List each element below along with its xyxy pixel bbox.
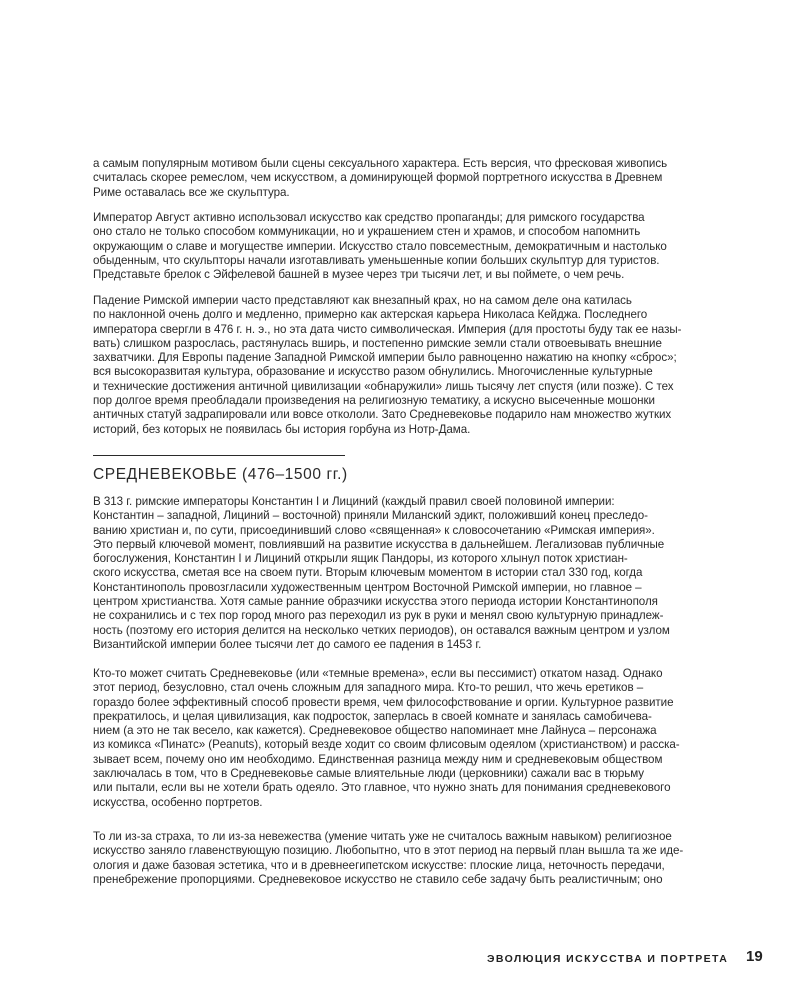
- text-line: античных статуй задрапировали или вовсе откололи. Зато Средневековье подарило нам множество жутких: [93, 408, 672, 422]
- text-line: Это первый ключевой момент, повлиявший на развитие искусства в дальнейшем. Легализовав публичные: [93, 537, 665, 551]
- text-line: вать) слишком разрослась, растянулась вширь, и постепенно римские земли стали отвоевывать внешние: [93, 336, 662, 350]
- text-line: окружающим о славе и могуществе империи. Искусство стало повсеместным, демократичным и настолько: [93, 239, 667, 253]
- text-line: В 313 г. римские императоры Константин I и Лициний (каждый правил своей половиной империи:: [93, 495, 615, 508]
- text-line: Кто-то может считать Средневековье (или «темные времена», если вы пессимист) откатом назад. Однако: [93, 667, 663, 680]
- text-line: То ли из-за страха, то ли из-за невежества (умение читать уже не считалось важным навыком) религиозное: [93, 830, 672, 843]
- paragraph-milan-edict: [93, 495, 703, 652]
- section-divider: [93, 455, 345, 456]
- running-footer-title: ЭВОЛЮЦИЯ ИСКУССТВА И ПОРТРЕТА: [487, 953, 729, 965]
- text-line: заключалась в том, что в Средневековье самые влиятельные люди (церковники) сажали вас в тюрьму: [93, 767, 645, 781]
- text-line: Риме оставалась все же скульптура.: [93, 185, 290, 199]
- section-heading: СРЕДНЕВЕКОВЬЕ (476–1500 гг.): [93, 466, 348, 483]
- text-line: не сохранились и с тех пор город много раз переходил из рук в руки и менял свою культурную принадлеж-: [93, 609, 664, 623]
- paragraph-dark-ages: [93, 667, 703, 810]
- text-line: Падение Римской империи часто представляют как внезапный крах, но на самом деле она катилась: [93, 294, 632, 307]
- text-line: вся высокоразвитая культура, образование и искусство разом обнулились. Многочисленные культурные: [93, 365, 653, 379]
- text-line: историй, без которых не появилась бы история горбуна из Нотр-Дама.: [93, 422, 471, 436]
- paragraph-roman-fresco: [93, 157, 703, 200]
- text-line: Византийской империи более тысячи лет до самого ее падения в 1453 г.: [93, 637, 482, 651]
- text-line: искусство заняло главенствующую позицию. Любопытно, что в этот период на первый план вышла та же иде-: [93, 844, 684, 858]
- text-line: из комикса «Пинатс» (Peanuts), который везде ходит со своим флисовым одеялом (христианством) и расска-: [93, 738, 680, 752]
- text-line: ского искусства, сметая все на своем пути. Вторым ключевым моментом в истории стал 330 год, когда: [93, 566, 643, 580]
- text-line: обыденным, что скульпторы начали изготавливать уменьшенные копии больших скульптур для туристов.: [93, 253, 660, 267]
- text-line: гораздо более эффективный способ провести время, чем философствование и оргии. Культурное развитие: [93, 695, 674, 709]
- text-line: этот период, безусловно, стал очень сложным для западного мира. Кто-то решил, что жечь еретиков –: [93, 681, 644, 695]
- paragraph-fall-of-rome: [93, 294, 703, 437]
- text-line: Константин – западной, Лициний – восточной) приняли Миланский эдикт, положивший конец преследо-: [93, 509, 648, 523]
- text-line: пор долгое время преобладали произведения на религиозную тематику, а искусно высеченные мошонки: [93, 394, 655, 408]
- text-line: Представьте брелок с Эйфелевой башней в музее через три тысячи лет, и вы поймете, о чем речь.: [93, 268, 625, 282]
- text-line: считалась скорее ремеслом, чем искусством, а доминирующей формой портретного искусства в Древнем: [93, 171, 663, 185]
- text-line: нием (а это не так весело, как кажется). Средневековое общество напоминает мне Лайнуса – персонажа: [93, 724, 657, 738]
- paragraph-religious-art: [93, 830, 703, 887]
- text-line: а самым популярным мотивом были сцены сексуального характера. Есть версия, что фресковая живопись: [93, 157, 668, 170]
- text-line: по наклонной очень долго и медленно, примерно как актерская карьера Николаса Кейджа. Последнего: [93, 308, 648, 322]
- page-number: 19: [746, 948, 763, 965]
- paragraph-augustus: [93, 211, 703, 282]
- text-line: или пытали, если вы не хотели брать одеяло. Это главное, что нужно знать для понимания средневекового: [93, 781, 671, 795]
- text-line: пренебрежение пропорциями. Средневековое искусство не ставило себе задачу быть реалистичным; оно: [93, 872, 663, 886]
- text-line: богослужения, Константин I и Лициний открыли ящик Пандоры, из которого хлынул поток христиан-: [93, 552, 628, 566]
- text-line: ология и даже базовая эстетика, что и в древнеегипетском искусстве: плоские лица, неточность передачи,: [93, 858, 665, 872]
- text-line: императора свергли в 476 г. н. э., но эта дата чисто символическая. Империя (для простоты буду так ее назы-: [93, 322, 682, 336]
- text-line: ванию христиан и, по сути, присоединивший слово «священная» к словосочетанию «Римская империя».: [93, 523, 655, 537]
- text-line: и технические достижения античной цивилизации «обнаружили» лишь тысячу лет спустя (или позже). С тех: [93, 379, 674, 393]
- text-line: захватчики. Для Европы падение Западной Римской империи было равноценно нажатию на кнопку «сброс»;: [93, 351, 677, 365]
- text-line: оно стало не только способом коммуникации, но и украшением стен и храмов, и способом напомнить: [93, 225, 641, 239]
- text-line: искусства, особенно портретов.: [93, 795, 263, 809]
- text-line: Император Август активно использовал искусство как средство пропаганды; для римского государства: [93, 211, 645, 224]
- text-line: зывает всем, почему оно им необходимо. Единственная разница между ним и средневековым обществом: [93, 752, 663, 766]
- text-line: центром христианства. Хотя самые ранние образчики искусства этого периода истории Константинополя: [93, 595, 658, 609]
- text-line: Константинополь провозгласили художественным центром Восточной Римской империи, но главное –: [93, 580, 642, 594]
- text-line: прекратилось, и целая цивилизация, как подросток, заперлась в своей комнате и занялась самобичева-: [93, 709, 652, 723]
- text-line: ность (поэтому его история делится на несколько четких периодов), он оставался важным центром и узлом: [93, 623, 670, 637]
